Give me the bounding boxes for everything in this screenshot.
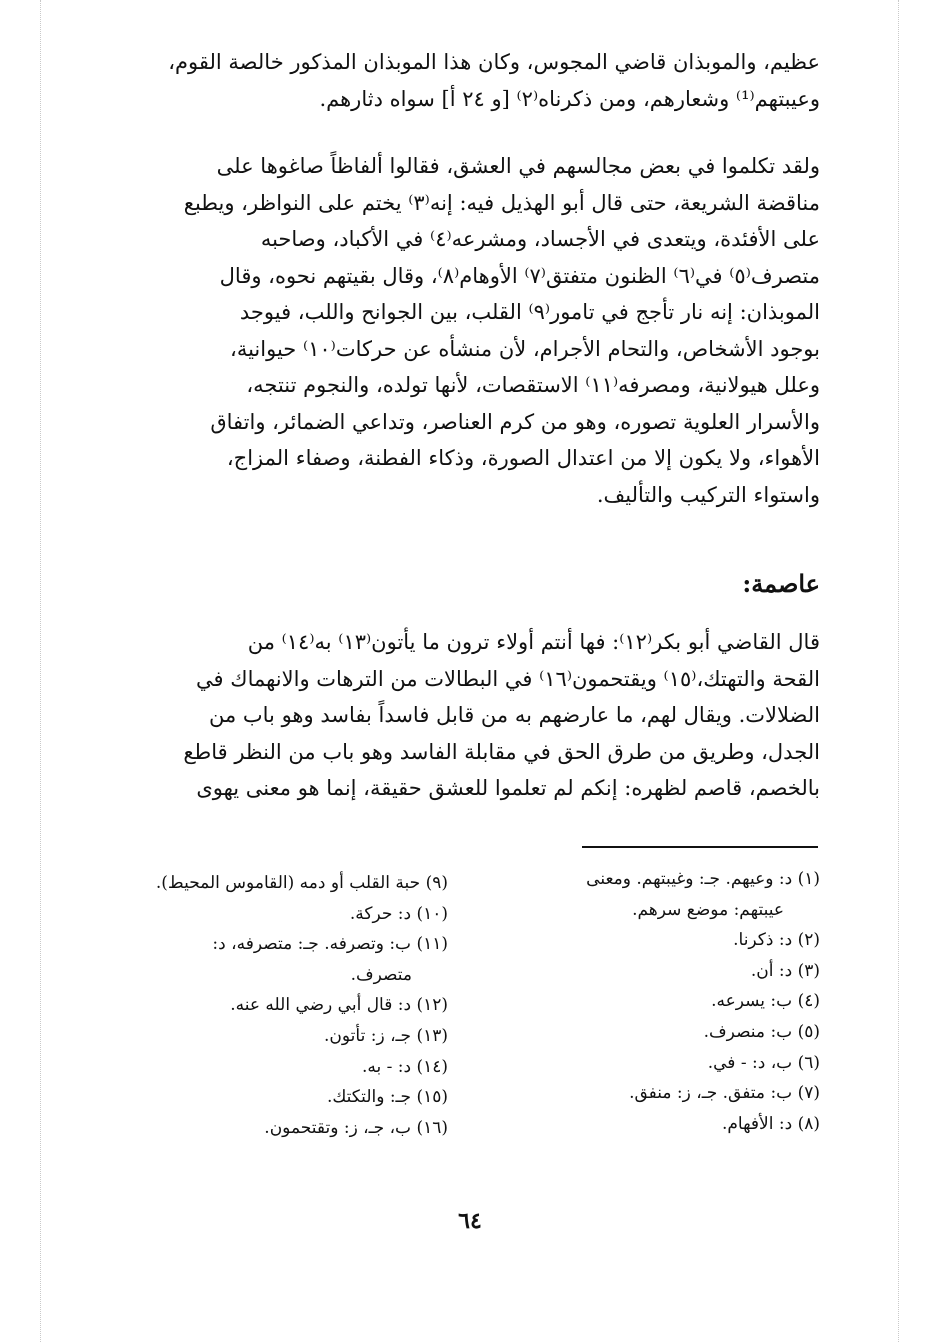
text-line: بالخصم، قاصم لظهره: إنكم لم تعلموا للعشق حقيقة، إنما هو معنى يهوى — [196, 776, 820, 800]
footnote: (١٤) د: - به. — [361, 1056, 448, 1077]
paragraph-first — [108, 44, 820, 117]
text-line: الضلالات. ويقال لهم، ما عارضهم به من قابل فاسداً بفاسد وهو باب من — [208, 703, 820, 727]
text-line: الأهواء، ولا يكون إلا من اعتدال الصورة، وذكاء الفطنة، وصفاء المزاج، — [226, 446, 820, 470]
footnote-continuation: عيبتهم: موضع سرهم. — [632, 899, 784, 920]
paragraph-third — [108, 624, 820, 807]
text-line: ولقد تكلموا في بعض مجالسهم في العشق، فقالوا ألفاظاً صاغوها على — [216, 154, 820, 178]
text-line: على الأفئدة، ويتعدى في الأجساد، ومشرعه⁽٤⁾ في الأكباد، وصاحبه — [260, 227, 820, 251]
footnote: (٣) د: أن. — [750, 960, 820, 981]
footnote: (٦) ب، د: - في. — [707, 1052, 820, 1073]
page-number: ٦٤ — [458, 1208, 482, 1234]
footnote: (٨) د: الأفهام. — [721, 1113, 820, 1134]
text-line: عظيم، والموبذان قاضي المجوس، وكان هذا الموبذان المذكور خالصة القوم، — [168, 50, 820, 74]
text-line: واستواء التركيب والتأليف. — [596, 482, 820, 507]
text-line: والأسرار العلوية تصوره، وهو من كرم العناصر، وتداعي الضمائر، واتفاق — [210, 409, 820, 434]
text-line: قال القاضي أبو بكر⁽١٢⁾: فها أنتم أولاء ترون ما يأتون⁽١٣⁾ به⁽١٤⁾ من — [247, 630, 820, 654]
text-line: وعلل هيولانية، ومصرفه⁽١١⁾ الاستقصات، لأنها تولده، والنجوم تنتجه، — [246, 373, 820, 397]
footnote: (١٦) ب، جـ، ز: وتقتحمون. — [264, 1117, 448, 1138]
footnote: (١١) ب: وتصرفه. جـ: متصرفه، د: — [212, 934, 448, 955]
footnote: (١) د: وعيهم. جـ: وغيبتهم. ومعنى — [586, 869, 820, 889]
footnotes-right-column — [470, 864, 820, 1139]
footnote-separator — [582, 846, 818, 848]
footnote: (٥) ب: منصرف. — [703, 1021, 820, 1042]
footnote: (١٣) جـ، ز: تأتون. — [324, 1025, 448, 1046]
text-line: مناقضة الشريعة، حتى قال أبو الهذيل فيه: إنه⁽٣⁾ يختم على النواظر، ويطبع — [183, 190, 820, 215]
footnote: (٢) د: ذكرنا. — [733, 930, 820, 951]
footnote: (٧) ب: متفق. جـ، ز: منفق. — [629, 1083, 820, 1104]
footnote: (٤) ب: يسرعه. — [711, 991, 820, 1012]
text-line: متصرف⁽٥⁾ في⁽٦⁾ الظنون متفتق⁽٧⁾ الأوهام⁽٨⁾، وقال بقيتهم نحوه، وقال — [219, 263, 820, 288]
text-line: القحة والتهتك،⁽١٥⁾ ويقتحمون⁽١٦⁾ في البطالات من الترهات والانهماك في — [196, 666, 820, 691]
text-line: الجدل، وطريق من طرق الحق في مقابلة الفاسد وهو باب من النظر قاطع — [183, 739, 820, 764]
footnote: (١٠) د: حركة. — [349, 903, 448, 924]
paragraph-second — [108, 148, 820, 513]
footnotes-left-column — [96, 868, 448, 1143]
footnote-continuation: متصرف. — [350, 964, 412, 985]
text-line: الموبذان: إنه نار تأجج في تامور⁽٩⁾ القلب، بين الجوانح واللب، فيوجد — [239, 300, 820, 324]
text-line: وعيبتهم⁽¹⁾ وشعارهم، ومن ذكرناه⁽٢⁾ [و ٢٤ أ] سواه دثارهم. — [319, 86, 820, 111]
footnote: (٩) حبة القلب أو دمه (القاموس المحيط). — [155, 873, 448, 893]
right-margin-rule — [898, 0, 899, 1342]
section-heading: عاصمة: — [742, 569, 820, 598]
footnote: (١٥) جـ: والتكتك. — [326, 1087, 448, 1108]
left-margin-rule — [40, 0, 41, 1342]
text-line: بوجود الأشخاص، والتحام الأجرام، لأن منشأه عن حركات⁽١٠⁾ حيوانية، — [230, 336, 820, 361]
footnote: (١٢) د: قال أبي رضي الله عنه. — [230, 995, 448, 1016]
